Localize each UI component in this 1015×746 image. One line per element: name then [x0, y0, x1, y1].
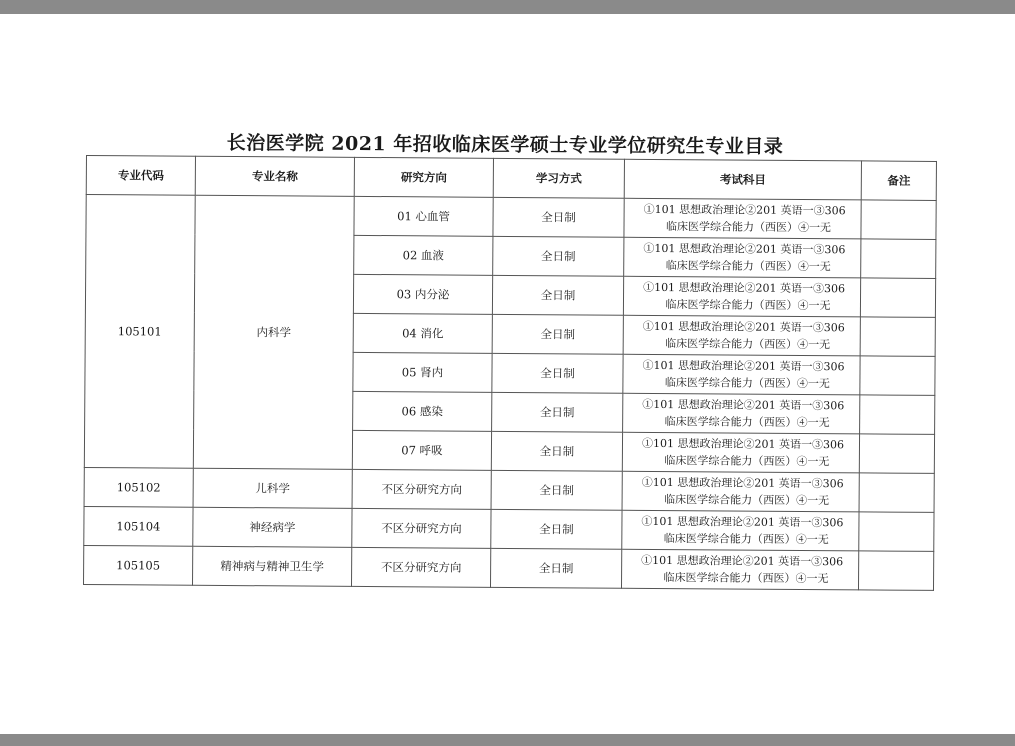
direction-cell: 不区分研究方向	[352, 508, 491, 548]
scanner-top-border	[0, 0, 1015, 14]
direction-cell: 03 内分泌	[353, 274, 492, 314]
exam-line-2: 临床医学综合能力（西医）④一无	[665, 259, 831, 274]
exam-line-1: ①101 思想政治理论②201 英语一③306	[641, 553, 844, 569]
exam-subjects-cell	[624, 237, 861, 278]
study-mode-cell: 全日制	[493, 236, 624, 276]
exam-line-2: 临床医学综合能力（西医）④一无	[664, 415, 830, 430]
note-cell	[860, 317, 935, 357]
header-mode: 学习方式	[493, 158, 624, 198]
study-mode-cell: 全日制	[491, 509, 622, 549]
direction-cell: 01 心血管	[354, 196, 493, 236]
header-exam: 考试科目	[624, 159, 861, 200]
exam-line-1: ①101 思想政治理论②201 英语一③306	[641, 514, 844, 530]
exam-subjects-cell	[623, 393, 860, 434]
header-note: 备注	[861, 161, 936, 201]
note-cell	[861, 239, 936, 279]
note-cell	[860, 278, 935, 318]
table-row	[86, 195, 936, 240]
header-name: 专业名称	[195, 156, 354, 196]
exam-subjects-cell	[622, 510, 859, 551]
exam-line-1: ①101 思想政治理论②201 英语一③306	[642, 397, 845, 413]
note-cell	[859, 512, 934, 552]
exam-subjects-cell	[622, 471, 859, 512]
major-code-cell: 105104	[84, 506, 193, 546]
direction-cell: 06 感染	[353, 391, 492, 431]
major-name-cell: 神经病学	[193, 507, 352, 547]
study-mode-cell: 全日制	[492, 392, 623, 432]
table-row	[84, 545, 934, 590]
table-header-row	[86, 156, 936, 201]
table-body	[84, 195, 937, 591]
major-code-cell: 105101	[84, 195, 195, 469]
direction-cell: 04 消化	[353, 313, 492, 353]
exam-subjects-cell	[623, 315, 860, 356]
direction-cell: 不区分研究方向	[351, 547, 490, 587]
study-mode-cell: 全日制	[492, 353, 623, 393]
direction-cell: 02 血液	[354, 235, 493, 275]
direction-cell: 05 肾内	[353, 352, 492, 392]
major-code-cell: 105102	[84, 467, 193, 507]
major-name-cell: 精神病与精神卫生学	[192, 546, 351, 586]
exam-subjects-cell	[623, 276, 860, 317]
document-page	[0, 14, 1015, 734]
exam-line-2: 临床医学综合能力（西医）④一无	[665, 298, 831, 313]
exam-line-2: 临床医学综合能力（西医）④一无	[664, 454, 830, 469]
exam-line-1: ①101 思想政治理论②201 英语一③306	[642, 358, 845, 374]
study-mode-cell: 全日制	[491, 470, 622, 510]
table-row	[84, 467, 934, 512]
major-name-cell: 儿科学	[193, 468, 352, 508]
study-mode-cell: 全日制	[490, 548, 621, 588]
exam-line-2: 临床医学综合能力（西医）④一无	[664, 376, 830, 391]
direction-cell: 不区分研究方向	[352, 469, 491, 509]
exam-line-2: 临床医学综合能力（西医）④一无	[663, 532, 829, 547]
major-name-cell: 内科学	[193, 195, 354, 469]
scanner-bottom-border	[0, 734, 1015, 746]
exam-line-1: ①101 思想政治理论②201 英语一③306	[642, 319, 845, 335]
exam-line-1: ①101 思想政治理论②201 英语一③306	[643, 202, 846, 218]
document-title: 长治医学院 2021 年招收临床医学硕士专业学位研究生专业目录	[226, 132, 784, 158]
catalog-table	[83, 155, 937, 591]
header-code: 专业代码	[86, 156, 195, 196]
exam-line-2: 临床医学综合能力（西医）④一无	[665, 337, 831, 352]
exam-line-1: ①101 思想政治理论②201 英语一③306	[643, 241, 846, 257]
major-code-cell: 105105	[84, 545, 193, 585]
exam-subjects-cell	[621, 549, 858, 590]
direction-cell: 07 呼吸	[352, 430, 491, 470]
header-direction: 研究方向	[354, 157, 493, 197]
exam-line-2: 临床医学综合能力（西医）④一无	[665, 220, 832, 235]
note-cell	[860, 395, 935, 435]
exam-subjects-cell	[624, 198, 861, 239]
study-mode-cell: 全日制	[491, 431, 622, 471]
study-mode-cell: 全日制	[493, 197, 624, 237]
exam-line-2: 临床医学综合能力（西医）④一无	[663, 571, 829, 586]
exam-subjects-cell	[622, 432, 859, 473]
note-cell	[860, 356, 935, 396]
exam-line-1: ①101 思想政治理论②201 英语一③306	[641, 475, 844, 491]
note-cell	[861, 200, 936, 240]
exam-line-1: ①101 思想政治理论②201 英语一③306	[643, 280, 846, 296]
note-cell	[859, 473, 934, 513]
note-cell	[859, 434, 934, 474]
exam-line-2: 临床医学综合能力（西医）④一无	[664, 493, 830, 508]
exam-subjects-cell	[623, 354, 860, 395]
exam-line-1: ①101 思想政治理论②201 英语一③306	[641, 436, 845, 452]
table-row	[84, 506, 934, 551]
note-cell	[858, 551, 933, 591]
study-mode-cell: 全日制	[492, 314, 623, 354]
study-mode-cell: 全日制	[492, 275, 623, 315]
